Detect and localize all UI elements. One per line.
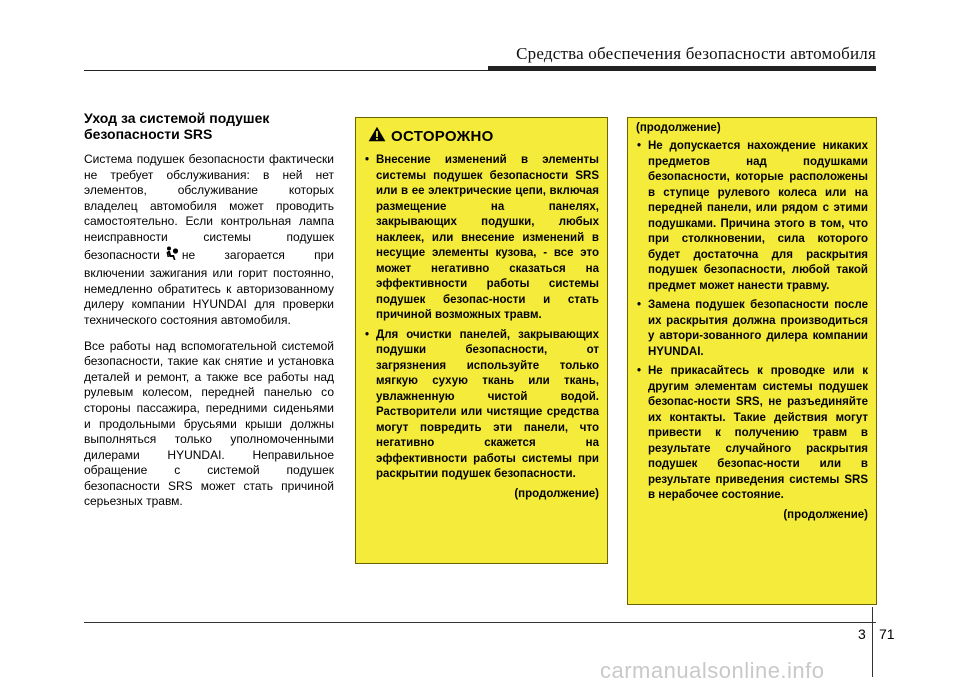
watermark-text: carmanualsonline.info <box>600 658 825 683</box>
continued-label: (продолжение) <box>514 487 599 500</box>
caution-item: • Замена подушек безопасности после их раскрытия должна производиться у автори-зованного дилера компании HYUNDAI. <box>636 298 868 360</box>
caution-item: • Внесение изменений в элементы системы подушек безопасности SRS или в ее электрические цепи, включая размещение на панелях, закрывающих подушки, любых наклеек, или внесение изменений в несущие элементы кузова, - все это может негативно сказаться на эффективности работы системы подушек безопас-ности и стать причиной возможных травм. <box>364 153 599 324</box>
continued-header-label: (продолжение) <box>636 122 721 134</box>
caution-list <box>364 153 599 483</box>
page-number: 71 <box>879 626 895 642</box>
caution-item: • Не допускается нахождение никаких предметов над подушками безопасности, которые расположены в ступице рулевого колеса или на передней панели, или рядом с этими подушками. Причина этого в том, что при столкновении, сила которого будет достаточна для раскрытия подушек безопасности, любой такой предмет может нанести травму. <box>636 139 868 294</box>
section-heading: Уход за системой подушек безопасности SRS <box>84 110 270 142</box>
paragraph-maintenance-part2: не загорается при включении зажигания или горит постоянно, немедленно обратитесь к авторизованному дилеру компании HYUNDAI для проверки технического состояния автомобиля. <box>84 247 334 327</box>
caution-title <box>368 126 599 147</box>
paragraph-maintenance-part1: Система подушек безопасности фактически не требует обслуживания: в ней нет элементов, обслуживание которых владелец автомобиля может проводить самостоятельно. Если контрольная лампа неисправности системы подушек безопасности <box>84 152 334 262</box>
airbag-warning-icon <box>163 246 179 267</box>
footer-rule <box>84 622 876 623</box>
left-column <box>84 110 334 520</box>
header-rule-thick <box>488 66 876 71</box>
warning-triangle-icon <box>368 126 386 147</box>
continued-caution-box <box>627 117 877 605</box>
caution-title-text: ОСТОРОЖНО <box>391 128 494 145</box>
page-chapter-number: 3 <box>858 626 866 642</box>
header-rule-thin <box>84 70 488 71</box>
caution-item: • Для очистки панелей, закрывающих подушки безопасности, от загрязнения используйте только мягкую сухую ткань или ткань, увлажненную чистой водой. Растворители или чистящие средства могут повредить эти панели, что негативно скажется на эффективности работы системы при раскрытии подушек безопасности. <box>364 328 599 483</box>
caution-item: • Не прикасайтесь к проводке или к другим элементам системы подушек безопас-ности SRS, не разъединяйте их контакты. Такие действия могут привести к получению травм в результате случайного раскрытия подушек безопас-ности или в результате приведения системы SRS в нерабочее состояние. <box>636 364 868 504</box>
caution-box <box>355 117 608 564</box>
paragraph-maintenance <box>84 152 334 329</box>
page-header-title: Средства обеспечения безопасности автомобиля <box>516 44 876 63</box>
continued-caution-list <box>636 139 868 504</box>
footer-divider <box>872 607 873 677</box>
continued-label: (продолжение) <box>783 508 868 521</box>
paragraph-dealer-work: Все работы над вспомогательной системой безопасности, такие как снятие и установка деталей и ремонт, а также все работы над рулевым колесом, передней панелью со стороны пассажира, передними сиденьями и продольными брусьями крыши должны выполняться только уполномоченными дилерами HYUNDAI. Неправильное обращение с системой подушек безопасности SRS может стать причиной серьезных травм. <box>84 338 334 509</box>
